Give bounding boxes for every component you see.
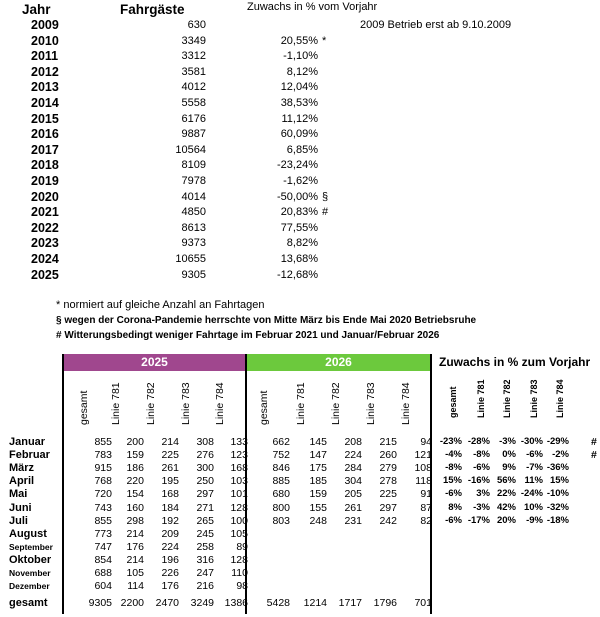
growth-value: 56%: [496, 475, 516, 487]
year-cell: 2019: [31, 174, 59, 188]
growth-value: -6%: [445, 488, 462, 500]
growth-value: -24%: [520, 488, 543, 500]
value-2026: 225: [379, 488, 397, 501]
value-2025: 2470: [155, 597, 179, 610]
value-2026: 284: [344, 462, 362, 475]
year-cell: 2012: [31, 64, 59, 79]
value-2026: 185: [309, 475, 327, 488]
value-2025: 105: [230, 527, 248, 540]
column-header-growth: Linie 782: [502, 379, 512, 418]
month-label: Mai: [9, 488, 28, 501]
value-2025: 250: [196, 475, 214, 488]
column-header-growth: Linie 783: [529, 379, 539, 418]
value-2025: 168: [161, 488, 179, 501]
value-2025: 176: [126, 540, 144, 553]
month-label: Februar: [9, 449, 50, 462]
footnote-mark: #: [591, 449, 597, 462]
value-2025: 3249: [190, 597, 214, 610]
month-label: Dezember: [9, 581, 50, 592]
value-2025: 2200: [120, 597, 144, 610]
value-2025: 103: [230, 475, 248, 488]
value-2025: 220: [126, 475, 144, 488]
footnote-mark: #: [322, 206, 329, 219]
value-2025: 768: [94, 475, 112, 488]
growth-value: -8%: [445, 462, 462, 474]
value-2026: 304: [344, 475, 362, 488]
value-2025: 133: [230, 436, 248, 448]
growth-value: 15%: [549, 475, 569, 487]
value-2026: 224: [344, 449, 362, 462]
growth-value: -32%: [546, 501, 569, 513]
growth-value: -6%: [526, 449, 543, 461]
value-2026: 885: [272, 475, 290, 488]
footnote-mark: *: [322, 34, 327, 47]
year-cell: 2022: [31, 220, 59, 235]
year-cell: 2025: [31, 267, 59, 282]
value-2025: 101: [230, 488, 248, 501]
value-2025: 110: [231, 567, 248, 579]
header-year: Jahr: [22, 2, 51, 17]
value-2025: 261: [161, 462, 179, 475]
footnote-mark: §: [322, 190, 329, 203]
year-cell: 2011: [31, 49, 59, 64]
growth-value: 10%: [523, 501, 543, 513]
growth-value: -18%: [546, 514, 569, 526]
value-2026: 87: [420, 501, 432, 514]
growth-value: 42%: [496, 501, 516, 513]
value-2025: 216: [196, 580, 214, 593]
growth-value: -2%: [552, 449, 569, 461]
value-2026: 662: [272, 436, 290, 448]
value-2025: 89: [236, 540, 248, 553]
growth-value: -9%: [526, 514, 543, 526]
footnote-weather: # Witterungsbedingt weniger Fahrtage im Februar 2021 und Januar/Februar 2026: [56, 330, 440, 341]
column-header-2026: gesamt: [258, 390, 270, 425]
footnote-corona: § wegen der Corona-Pandemie herrschte von Mitte März bis Ende Mai 2020 Betriebsruhe: [56, 315, 477, 326]
value-2025: 855: [94, 436, 112, 448]
value-2026: 752: [272, 449, 290, 462]
value-2026: 175: [309, 462, 327, 475]
value-2025: 247: [196, 567, 214, 579]
growth-value: -28%: [467, 436, 490, 447]
year-cell: 2021: [31, 205, 59, 220]
growth-value: 0%: [502, 449, 516, 461]
value-2025: 196: [161, 553, 179, 566]
row-note: 2009 Betrieb erst ab 9.10.2009: [360, 19, 512, 31]
month-label: August: [9, 527, 47, 540]
value-2025: 225: [161, 449, 179, 462]
year-cell: 2014: [31, 96, 59, 110]
value-2025: 298: [126, 514, 144, 527]
passenger-count: 7978: [181, 175, 206, 187]
value-2025: 915: [94, 462, 112, 475]
value-2026: 145: [309, 436, 327, 448]
value-2026: 108: [414, 462, 432, 475]
value-2026: 155: [309, 501, 327, 514]
column-header-2026: Linie 784: [400, 382, 412, 425]
value-2025: 192: [161, 514, 179, 527]
passenger-count: 3349: [181, 34, 206, 47]
value-2025: 105: [126, 567, 144, 579]
value-2025: 168: [230, 462, 248, 475]
value-2026: 260: [379, 449, 397, 462]
value-2025: 98: [236, 580, 248, 593]
column-header-2025: Linie 782: [145, 382, 157, 425]
value-2026: 248: [309, 514, 327, 527]
growth-value: -7%: [526, 462, 543, 474]
value-2025: 783: [94, 449, 112, 462]
value-2025: 184: [161, 501, 179, 514]
value-2025: 300: [196, 462, 214, 475]
value-2026: 147: [309, 449, 327, 462]
growth-percent: 11,12%: [281, 112, 318, 125]
passenger-count: 8109: [181, 159, 206, 172]
growth-value: -6%: [445, 514, 462, 526]
value-2025: 176: [161, 580, 179, 593]
value-2025: 245: [196, 527, 214, 540]
growth-value: 9%: [502, 462, 516, 474]
value-2026: 121: [414, 449, 432, 462]
column-header-2025: gesamt: [78, 390, 90, 425]
value-2025: 604: [94, 580, 112, 593]
column-header-2025: Linie 781: [110, 382, 122, 425]
passenger-count: 10564: [175, 143, 206, 156]
value-2025: 226: [161, 567, 179, 579]
value-2026: 278: [379, 475, 397, 488]
value-2026: 1214: [303, 597, 327, 610]
column-header-growth: Linie 781: [476, 379, 486, 418]
value-2025: 1386: [224, 597, 248, 610]
growth-value: 3%: [476, 488, 490, 500]
value-2025: 160: [126, 501, 144, 514]
value-2025: 271: [196, 501, 214, 514]
growth-value: -3%: [473, 501, 490, 513]
value-2025: 258: [196, 540, 214, 553]
growth-percent: 20,55%: [280, 34, 318, 47]
growth-value: -30%: [520, 436, 543, 447]
value-2025: 743: [94, 501, 112, 514]
value-2025: 154: [126, 488, 144, 501]
passenger-count: 9887: [181, 128, 206, 141]
passenger-count: 10655: [175, 253, 206, 265]
value-2026: 279: [379, 462, 397, 475]
banner-2025: 2025: [63, 354, 246, 371]
passenger-count: 4850: [181, 206, 206, 219]
value-2026: 91: [420, 488, 432, 501]
passenger-count: 6176: [181, 112, 206, 125]
passenger-count: 630: [187, 19, 206, 31]
value-2025: 100: [230, 514, 248, 527]
month-label: September: [9, 541, 53, 552]
footnote-mark: #: [591, 436, 597, 448]
header-growth: Zuwachs in % vom Vorjahr: [247, 1, 378, 13]
growth-value: -6%: [473, 462, 490, 474]
value-2025: 195: [161, 475, 179, 488]
value-2026: 159: [309, 488, 327, 501]
value-2025: 265: [196, 514, 214, 527]
value-2025: 720: [94, 488, 112, 501]
month-label: Oktober: [9, 553, 52, 566]
value-2026: 205: [344, 488, 362, 501]
growth-percent: 38,53%: [280, 97, 318, 109]
value-2025: 297: [196, 488, 214, 501]
growth-value: -23%: [439, 436, 462, 447]
banner-2026: 2026: [246, 354, 431, 371]
month-label: Januar: [9, 436, 46, 448]
growth-value: -29%: [546, 436, 569, 447]
month-label: Juli: [9, 514, 28, 527]
column-header-2026: Linie 783: [365, 382, 377, 425]
growth-value: -4%: [445, 449, 462, 461]
value-2026: 94: [420, 436, 432, 448]
growth-percent: -1,10%: [283, 50, 318, 63]
column-header-2026: Linie 781: [295, 382, 307, 425]
column-header-growth: gesamt: [448, 386, 458, 418]
month-label: April: [9, 475, 35, 488]
growth-value: -10%: [546, 488, 569, 500]
value-2026: 215: [379, 436, 397, 448]
month-label: März: [9, 462, 35, 475]
value-2026: 1717: [338, 597, 362, 610]
year-cell: 2015: [31, 111, 59, 126]
growth-percent: 77,55%: [280, 221, 318, 234]
growth-value: -3%: [499, 436, 516, 447]
column-header-2025: Linie 784: [214, 382, 226, 425]
growth-value: -17%: [467, 514, 490, 526]
value-2026: 803: [272, 514, 290, 527]
total-label: gesamt: [9, 597, 48, 610]
value-2025: 159: [126, 449, 144, 462]
header-passengers: Fahrgäste: [120, 2, 185, 17]
passenger-count: 3312: [181, 50, 206, 63]
value-2025: 747: [94, 540, 112, 553]
growth-percent: 12,04%: [280, 81, 318, 94]
value-2025: 688: [94, 567, 112, 579]
growth-percent: 13,68%: [280, 253, 318, 265]
passenger-count: 9305: [181, 268, 206, 281]
footnote-normiert: * normiert auf gleiche Anzahl an Fahrtagen: [56, 299, 265, 311]
year-cell: 2013: [31, 80, 59, 95]
value-2025: 123: [230, 449, 248, 462]
value-2026: 680: [272, 488, 290, 501]
passenger-count: 5558: [181, 97, 206, 109]
value-2026: 846: [272, 462, 290, 475]
value-2026: 701: [414, 597, 432, 610]
year-cell: 2020: [31, 189, 59, 204]
value-2026: 231: [344, 514, 362, 527]
growth-percent: 8,12%: [286, 65, 318, 78]
value-2025: 200: [126, 436, 144, 448]
column-header-2025: Linie 783: [180, 382, 192, 425]
value-2026: 5428: [266, 597, 290, 610]
growth-title: Zuwachs in % zum Vorjahr: [439, 355, 591, 369]
year-cell: 2016: [31, 127, 59, 142]
year-cell: 2024: [31, 252, 59, 266]
growth-value: 11%: [524, 475, 543, 487]
growth-value: -8%: [473, 449, 490, 461]
value-2025: 214: [161, 436, 179, 448]
value-2025: 855: [94, 514, 112, 527]
growth-value: 15%: [442, 475, 462, 487]
passenger-count: 9373: [181, 237, 206, 250]
passenger-count: 4012: [181, 81, 206, 94]
value-2026: 261: [344, 501, 362, 514]
value-2026: 82: [420, 514, 432, 527]
growth-value: -36%: [546, 462, 569, 474]
growth-value: 22%: [496, 488, 516, 500]
passenger-count: 3581: [181, 65, 206, 78]
column-header-growth: Linie 784: [555, 379, 565, 418]
value-2026: 297: [379, 501, 397, 514]
growth-percent: 60,09%: [280, 128, 318, 141]
value-2025: 214: [126, 553, 144, 566]
value-2026: 242: [379, 514, 397, 527]
value-2026: 118: [415, 475, 432, 488]
growth-percent: -12,68%: [277, 268, 318, 281]
value-2025: 209: [161, 527, 179, 540]
value-2026: 208: [344, 436, 362, 448]
year-cell: 2018: [31, 158, 59, 173]
year-cell: 2017: [31, 142, 59, 157]
year-cell: 2023: [31, 236, 59, 251]
value-2026: 1796: [373, 597, 397, 610]
growth-value: -16%: [467, 475, 490, 487]
value-2025: 214: [126, 527, 144, 540]
month-label: Juni: [9, 501, 32, 514]
growth-percent: -1,62%: [283, 175, 318, 187]
value-2025: 316: [196, 553, 214, 566]
year-cell: 2009: [31, 18, 59, 32]
value-2025: 186: [126, 462, 144, 475]
value-2025: 128: [230, 501, 248, 514]
growth-percent: 20,83%: [280, 206, 318, 219]
value-2025: 128: [230, 553, 248, 566]
value-2025: 276: [196, 449, 214, 462]
growth-percent: -23,24%: [277, 159, 318, 172]
divider-left: [62, 354, 64, 614]
value-2025: 854: [94, 553, 112, 566]
value-2025: 114: [127, 580, 144, 593]
growth-value: 20%: [496, 514, 516, 526]
passenger-count: 8613: [181, 221, 206, 234]
value-2025: 224: [161, 540, 179, 553]
growth-percent: 8,82%: [286, 237, 318, 250]
value-2025: 773: [94, 527, 112, 540]
value-2025: 9305: [88, 597, 112, 610]
month-label: November: [9, 568, 51, 578]
growth-percent: 6,85%: [286, 143, 318, 156]
year-cell: 2010: [31, 33, 59, 48]
value-2025: 308: [196, 436, 214, 448]
value-2026: 800: [272, 501, 290, 514]
growth-value: 8%: [448, 501, 462, 513]
growth-percent: -50,00%: [277, 190, 318, 203]
column-header-2026: Linie 782: [330, 382, 342, 425]
passenger-count: 4014: [181, 190, 206, 203]
